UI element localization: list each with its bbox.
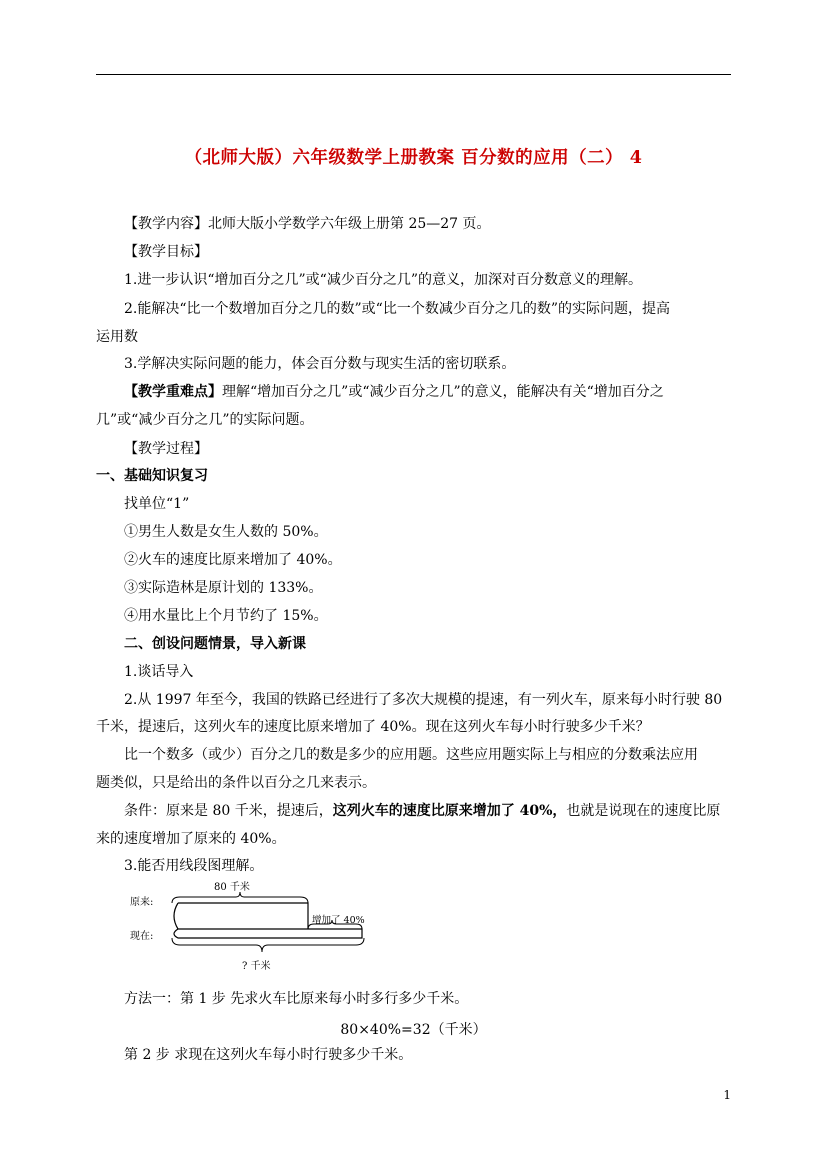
condition-line-2: 来的速度增加了原来的 40%。 [96,831,286,847]
goal-3: 3.学解决实际问题的能力，体会百分数与现实生活的密切联系。 [124,356,516,372]
key-points-line-1 [124,378,734,406]
content-label: 【教学内容】 [124,216,208,232]
goal-2-line-1: 2.能解决“比一个数增加百分之几的数”或“比一个数减少百分之几的数”的实际问题，提高 [124,301,670,317]
line-segment-diagram [124,878,384,978]
section-2-heading: 二、创设问题情景，导入新课 [124,636,306,652]
key-points-line-2: 几”或“减少百分之几”的实际问题。 [96,412,314,428]
section-1-heading: 一、基础知识复习 [96,468,208,484]
review-item-4: ④用水量比上个月节约了 15%。 [124,608,328,624]
review-item-2: ②火车的速度比原来增加了 40%。 [124,552,342,568]
problem-line-1: 2.从 1997 年至今，我国的铁路已经进行了多次大规模的提速，有一列火车，原来每小时行驶 80 [124,692,723,708]
method-step-1: 方法一：第 1 步 先求火车比原来每小时多行多少千米。 [124,991,469,1007]
condition-part-a: 条件：原来是 80 千米，提速后， [124,803,333,819]
goals-label: 【教学目标】 [124,244,208,260]
goal-1: 1.进一步认识“增加百分之几”或“减少百分之几”的意义，加深对百分数意义的理解。 [124,272,642,288]
diagram-label-original: 原来: [130,897,154,908]
calculation-1: 80×40%=32（千米） [340,1022,487,1038]
key-points-label: 【教学重难点】 [124,384,222,400]
key-points-text: 理解“增加百分之几”或“减少百分之几”的意义，能解决有关“增加百分之 [222,384,664,400]
problem-line-2: 千米，提速后，这列火车的速度比原来增加了 40%。现在这列火车每小时行驶多少千米？ [96,719,650,735]
review-item-3: ③实际造林是原计划的 133%。 [124,580,323,596]
bottom-brace [172,938,364,952]
diagram-question: 3.能否用线段图理解。 [124,858,264,874]
content-line [124,210,734,238]
diagram-label-now: 现在: [130,931,154,942]
diagram-bottom-label: ? 千米 [242,961,271,972]
intro-line: 1.谈话导入 [124,664,194,680]
condition-part-b: 这列火车的速度比原来增加了 40%， [332,803,567,819]
content-text: 北师大版小学数学六年级上册第 25—27 页。 [208,216,491,232]
condition-line-1 [124,797,734,825]
find-unit-one: 找单位“1” [124,496,190,512]
current-bar [174,929,362,938]
goal-2-line-2: 运用数 [96,329,138,345]
document-title: （北师大版）六年级数学上册教案 百分数的应用（二） 4 [184,148,643,168]
original-bar [174,903,308,929]
explain-line-2: 题类似，只是给出的条件以百分之几来表示。 [96,775,376,791]
page-number: 1 [723,1088,731,1102]
top-brace [172,892,308,903]
review-item-1: ①男生人数是女生人数的 50%。 [124,524,328,540]
diagram-increase-label: 增加了 40% [312,915,365,926]
method-step-2: 第 2 步 求现在这列火车每小时行驶多少千米。 [124,1047,413,1063]
explain-line-1: 比一个数多（或少）百分之几的数是多少的应用题。这些应用题实际上与相应的分数乘法应用 [124,747,698,763]
condition-part-c: 也就是说现在的速度比原 [566,803,721,819]
diagram-top-label: 80 千米 [214,882,250,893]
process-label: 【教学过程】 [124,441,208,457]
header-rule [96,74,731,75]
